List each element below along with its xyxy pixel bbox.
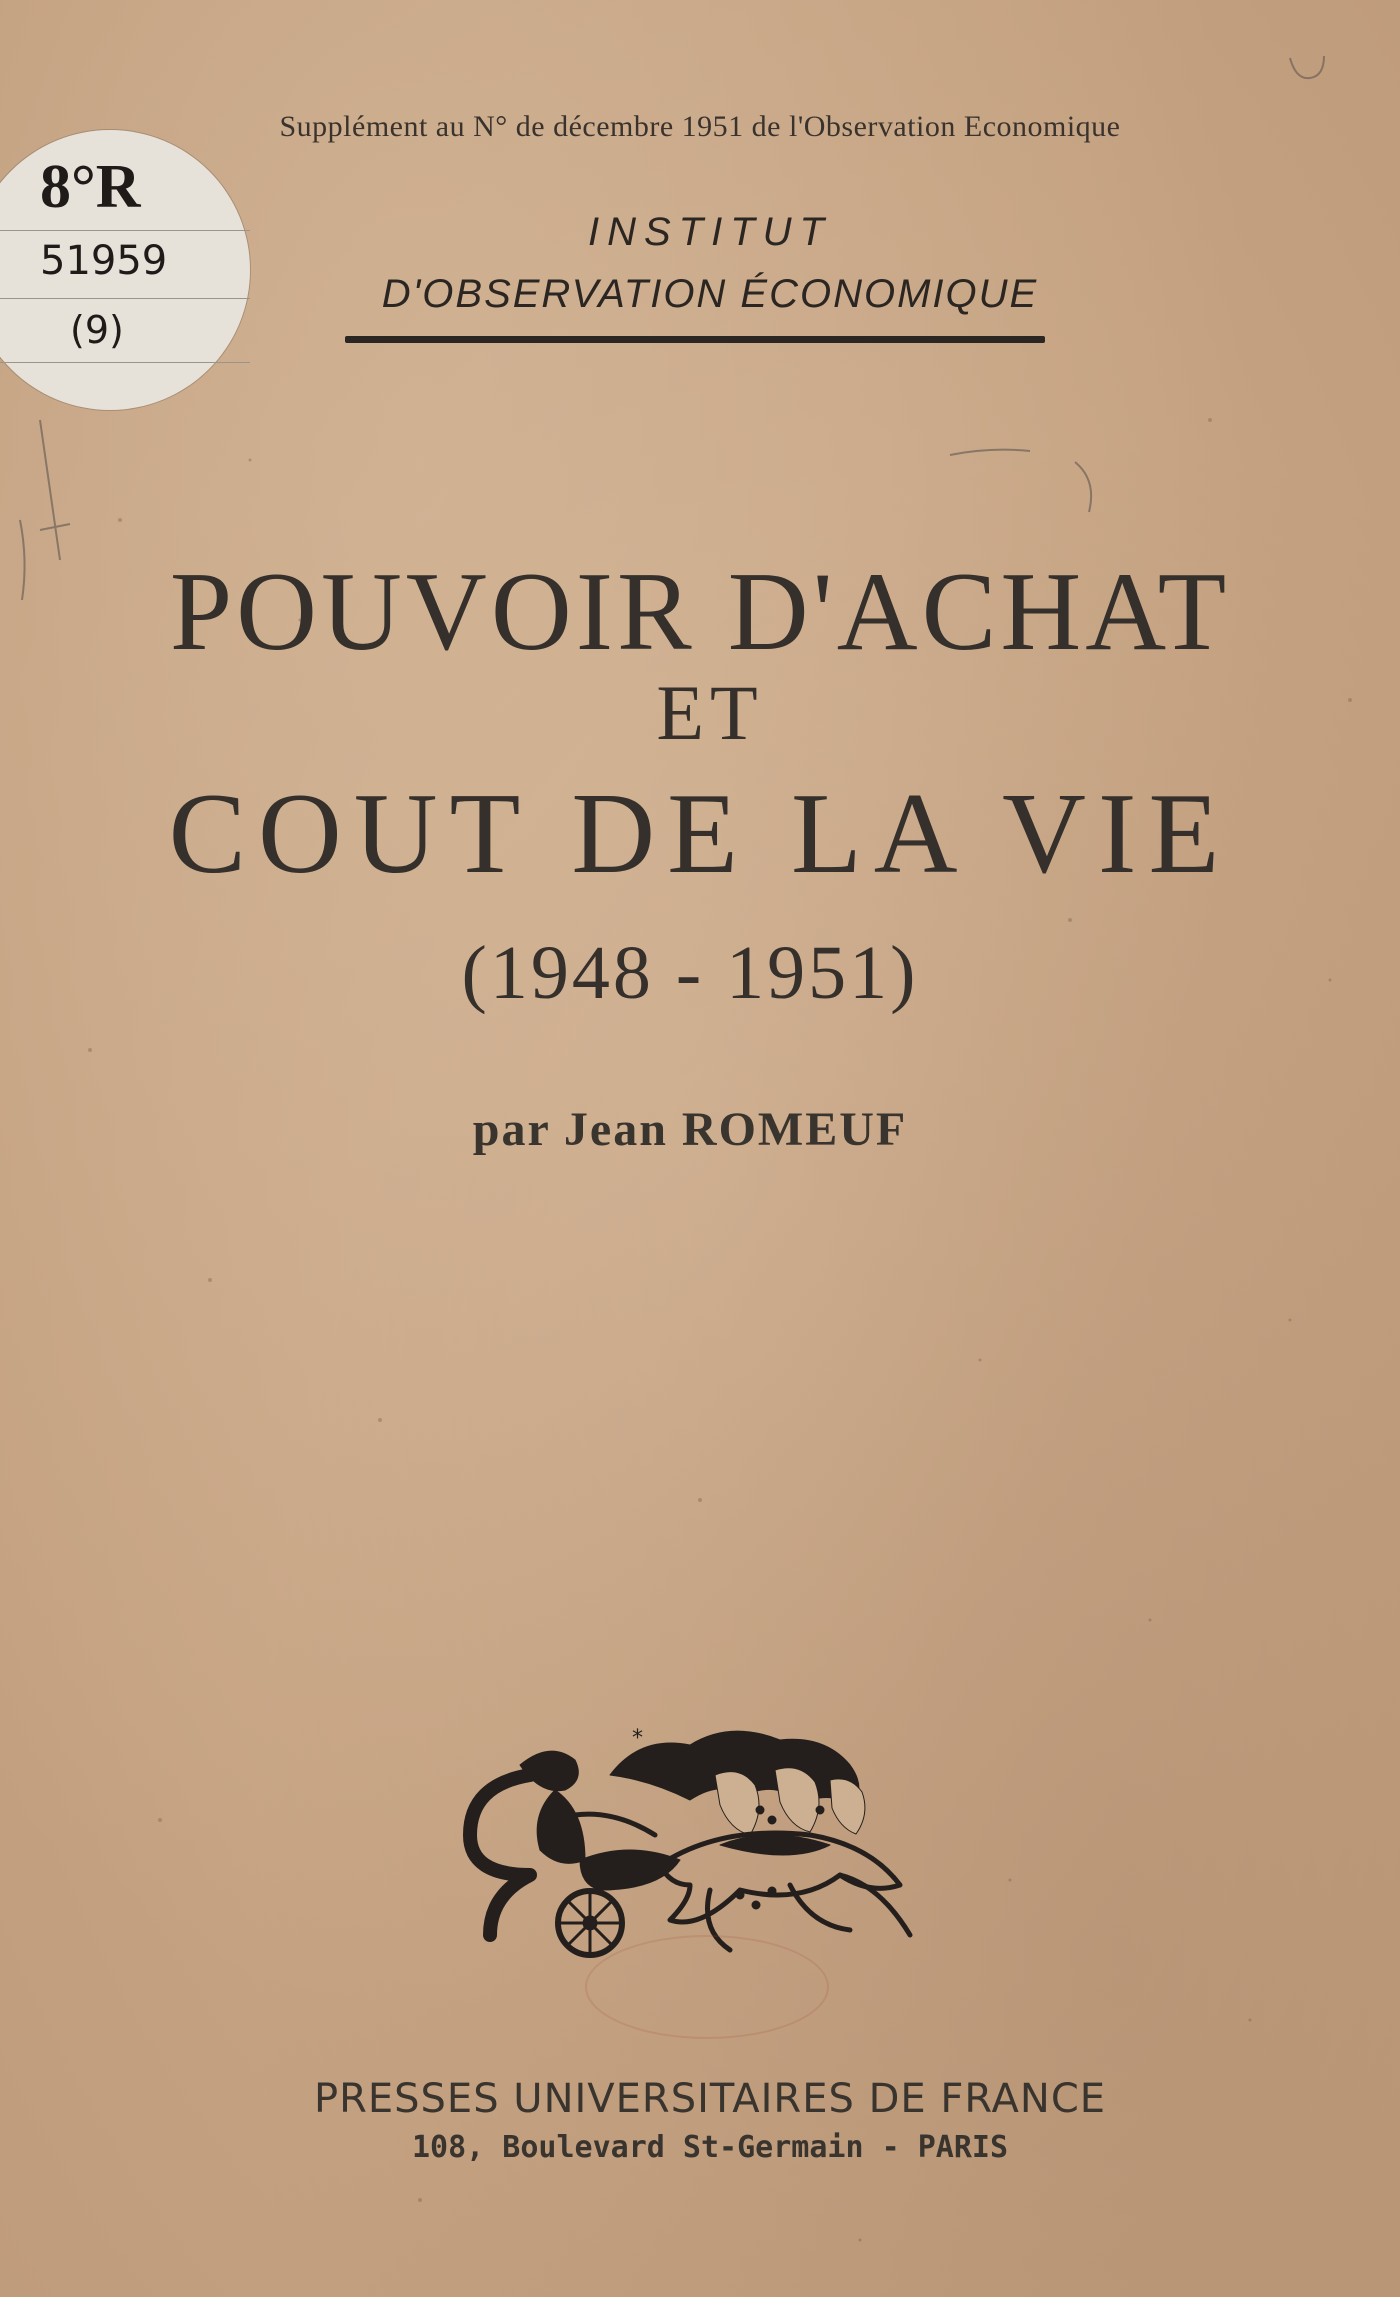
stamp-volume: (9) [70, 308, 124, 352]
faint-library-seal [585, 1935, 829, 2039]
stamp-number: 51959 [40, 238, 168, 284]
title-dates: (1948 - 1951) [461, 931, 919, 1015]
stamp-shelfmark: 8°R [40, 153, 141, 221]
institute-name-line2: D'OBSERVATION ÉCONOMIQUE [381, 272, 1039, 316]
title-line2: COUT DE LA VIE [168, 770, 1232, 898]
institute-name-line1: INSTITUT [588, 210, 832, 254]
publisher-name: PRESSES UNIVERSITAIRES DE FRANCE [313, 2076, 1107, 2122]
svg-text:*: * [632, 1726, 643, 1751]
title-line1: POUVOIR D'ACHAT [169, 550, 1231, 674]
title-conjunction: ET [656, 669, 764, 756]
publisher-address: 108, Boulevard St-Germain - PARIS [411, 2130, 1009, 2165]
institute-underline [345, 336, 1045, 343]
supplement-note: Supplément au N° de décembre 1951 de l'Observation Economique [279, 110, 1121, 143]
author-byline: par Jean ROMEUF [472, 1103, 908, 1156]
